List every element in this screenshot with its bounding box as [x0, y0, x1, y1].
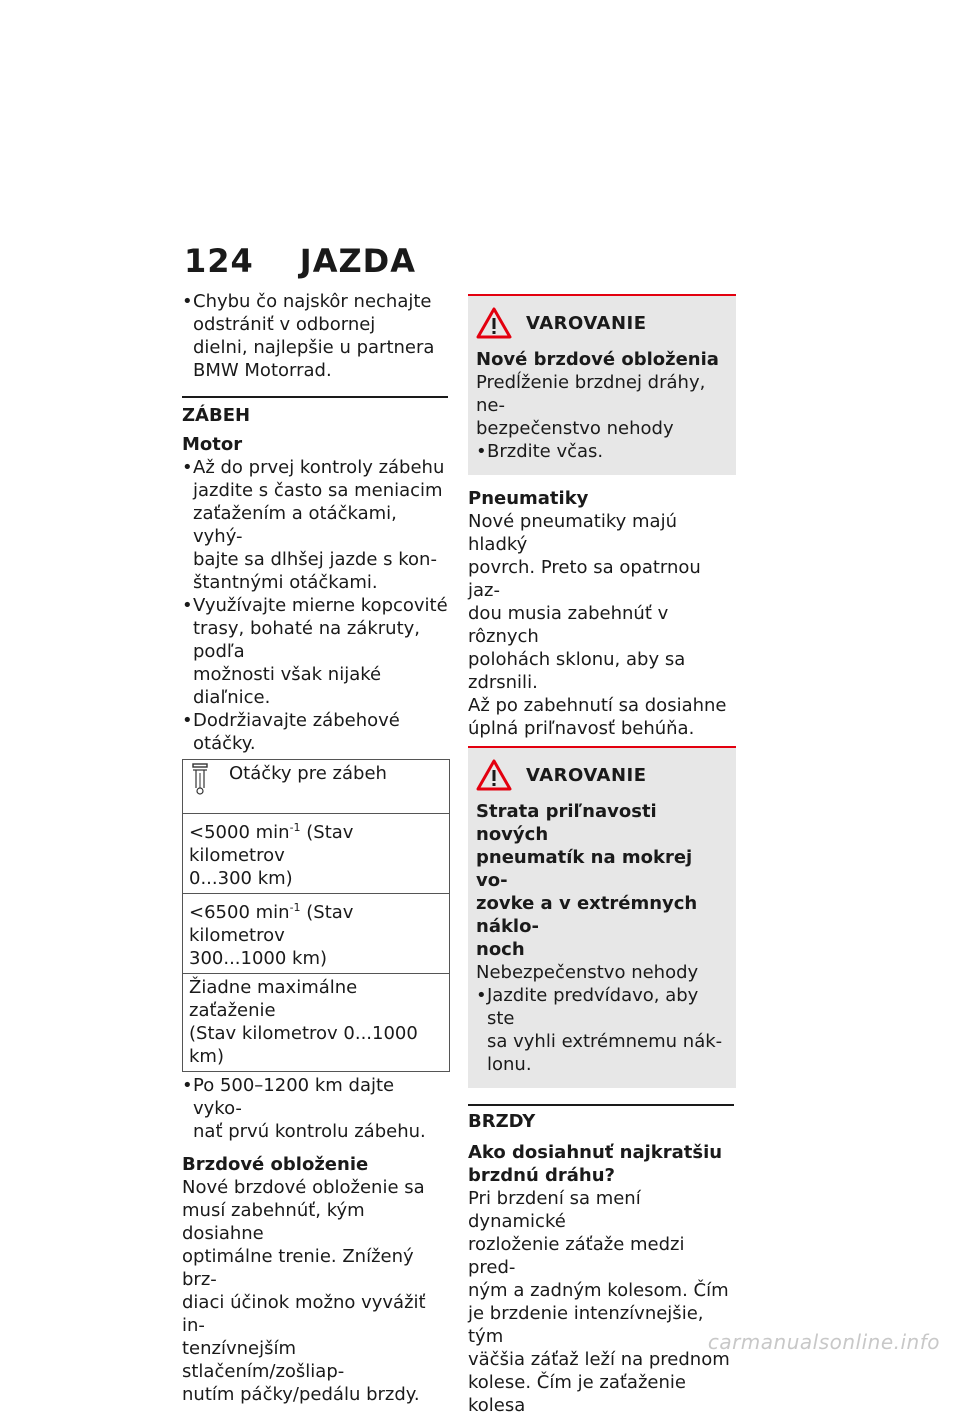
table-row — [183, 894, 450, 974]
tires-paragraph: Nové pneumatiky majú hladký povrch. Preto sa opatrnou jaz- dou musia zabehnúť v rôznych polohách sklonu, aby sa zdrsnili. Až po zabehnutí sa dosiahne úplná priľnavosť behúňa. — [468, 511, 727, 739]
list-item: • Brzdite včas. — [476, 440, 728, 463]
warning-list — [476, 984, 728, 1076]
intro-list — [182, 290, 448, 382]
section-divider — [182, 396, 448, 398]
subsection-title-tires: Pneumatiky — [468, 488, 589, 509]
question-title: Ako dosiahnuť najkratšiu brzdnú dráhu? — [468, 1142, 723, 1186]
warning-triangle-icon — [476, 759, 512, 791]
warning-title: Strata priľnavosti nových pneumatík na mokrej vo- zovke a v extrémnych náklo- noch — [476, 801, 698, 960]
warning-box-brake-pads: VAROVANIE Nové brzdové obloženia Predĺženie brzdnej dráhy, ne- bezpečenstvo nehody • Brzdite včas. — [468, 294, 736, 475]
warning-triangle-icon — [476, 307, 512, 339]
brake-paragraph: Nové brzdové obloženie sa musí zabehnúť, kým dosiahne optimálne trenie. Znížený brz- diaci účinok možno vyvážiť in- tenzívnejším stlačením/zošliap- nutím páčky/pedálu brzdy. — [182, 1177, 426, 1405]
list-item: • Využívajte mierne kopcovité trasy, bohaté na zákruty, podľa možnosti však nijaké diaľnice. — [182, 594, 448, 709]
table-cell: <6500 $\min^{-1}$ (Stav kilometrov 300...1000 km) — [183, 894, 450, 974]
list-item: • Po 500–1200 km dajte vyko- nať prvú kontrolu zábehu. — [182, 1074, 448, 1143]
subsection-title-motor: Motor — [182, 434, 243, 455]
watermark: carmanualsonline.info — [707, 1330, 940, 1354]
engine-piston-icon — [189, 762, 211, 796]
list-item: • Jazdite predvídavo, aby ste sa vyhli extrémnemu nák- lonu. — [476, 984, 728, 1076]
table-header-row — [183, 760, 450, 814]
table-header: Otáčky pre zábeh — [219, 760, 450, 814]
warning-box-tires: VAROVANIE Strata priľnavosti nových pneumatík na mokrej vo- zovke a v extrémnych náklo- noch Nebezpečenstvo nehody • Jazdite predvídavo, aby ste sa vyhli extrémnemu nák- lonu. — [468, 746, 736, 1088]
warning-label: VAROVANIE — [526, 312, 647, 334]
subsection-title-brake-pads: Brzdové obloženie — [182, 1154, 369, 1175]
page-number: 124 — [184, 242, 254, 280]
break-in-table — [182, 759, 450, 1072]
brakes-paragraph: Pri brzdení sa mení dynamické rozloženie záťaže medzi pred- ným a zadným kolesom. Čím je brzdenie intenzívnejšie, tým väčšia záťaž leží na prednom kolese. Čím je zaťaženie kolesa — [468, 1188, 730, 1416]
chapter-title: JAZDA — [299, 242, 416, 280]
list-item: • Dodržiavajte zábehové otáčky. — [182, 709, 448, 755]
warning-label: VAROVANIE — [526, 764, 647, 786]
right-column — [468, 294, 734, 1417]
page-header — [184, 242, 416, 280]
table-cell: <5000 $\min^{-1}$ (Stav kilometrov 0...300 km) — [183, 814, 450, 894]
warning-list — [476, 440, 728, 463]
list-item: • Až do prvej kontroly zábehu jazdite s často sa meniacim zaťažením a otáčkami, vyhý- bajte sa dlhšej jazde s kon- štantnými otáčkami. — [182, 456, 448, 594]
after-table-list — [182, 1074, 448, 1143]
left-column — [182, 290, 448, 1406]
list-item: • Chybu čo najskôr nechajte odstrániť v odbornej dielni, najlepšie u partnera BMW Motorrad. — [182, 290, 448, 382]
table-row — [183, 814, 450, 894]
section-divider — [468, 1104, 734, 1106]
table-row — [183, 974, 450, 1072]
table-cell: Žiadne maximálne zaťaženie (Stav kilometrov 0...1000 km) — [183, 974, 450, 1072]
section-title-zabeh: ZÁBEH — [182, 405, 251, 426]
section-title-brzdy: BRZDY — [468, 1111, 536, 1132]
warning-title: Nové brzdové obloženia — [476, 349, 719, 370]
table-icon-cell — [183, 760, 220, 814]
motor-list — [182, 456, 448, 755]
